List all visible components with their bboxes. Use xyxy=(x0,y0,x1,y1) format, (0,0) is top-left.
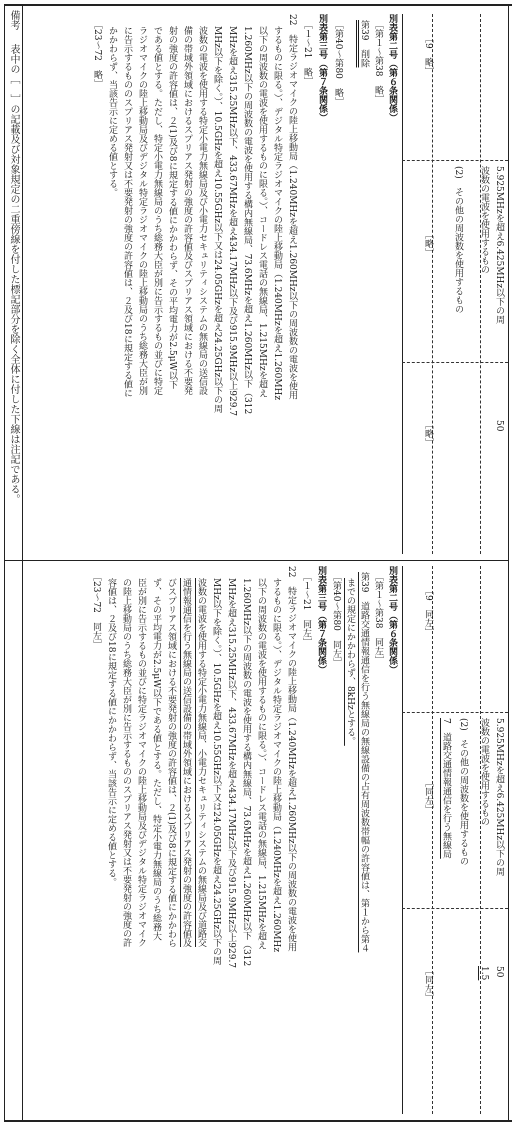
current-line: MHzを超え315.25MHz以下、433.67MHzを超え434.17MHz以下及び915.9MHz以上929.7 xyxy=(227,26,237,417)
revised-line: するものに限る。）、デジタル特定ラジオマイクの陸上移動局（1.240MHzを超え1.260MHz xyxy=(271,578,281,953)
current-line: かかわらず、当該告示に定める値とする。 xyxy=(107,26,117,197)
current-line: に告示するもののスプリアス発射又は不要発射の強度の許容値は、２及び18に規定する値に xyxy=(122,26,132,398)
table-col-divider-2 xyxy=(402,362,508,363)
current-line: 第39 削除 xyxy=(359,20,369,68)
table-col-divider-3 xyxy=(402,712,508,713)
current-line: 射の強度の許容値は、２(1)及び8に規定する値にかかわらず、その平均電力が2.5μW以下 xyxy=(167,26,177,389)
table-row-divider-4 xyxy=(480,566,481,1114)
table-cell-value2: 1.5 xyxy=(479,966,489,981)
current-line: ［第１～第38 略］ xyxy=(373,20,383,104)
current-line: 別表第二号（第６条関係） xyxy=(387,14,397,122)
revised-line: 通情報通信を行う無線局の送信設備の帯域外領域におけるスプリアス発射の強度の許容値及 xyxy=(181,578,191,947)
table-cell-ryaku: ［略］ xyxy=(423,230,433,257)
table-cell-other-revised: (2) その他の周波数を使用するもの xyxy=(458,718,468,866)
table-cell-freq-1-revised: 5.925MHzを超え6.425MHz以下の周 xyxy=(494,718,504,877)
table-col-divider-4 xyxy=(402,908,508,909)
current-line: 別表第三号（第７条関係） xyxy=(317,14,327,122)
revised-line: 別表第三号（第７条関係） xyxy=(316,566,326,674)
note-text: 表中の［ ］の記載及び対象規定の二重傍線を付した標記部分を除く全体に付した下線は注記である。 xyxy=(8,44,19,504)
revised-line: ［１～21 同左］ xyxy=(301,572,311,647)
current-line: 波数の電波を使用する特定小電力無線局及び小電力セキュリティシステムの無線局の送信設 xyxy=(197,26,207,395)
table-cell-c9-revised: ［9 同左］ xyxy=(423,586,433,637)
current-line: ［第40～第80 略］ xyxy=(333,20,343,106)
table-col-divider-1 xyxy=(402,160,508,161)
table-row-divider-1 xyxy=(432,14,433,554)
table-cell-value1: 50 xyxy=(494,966,504,978)
revised-line: までの規定にかかわらず、8kHzとする。 xyxy=(345,578,355,746)
note-label: 備考 xyxy=(8,10,19,30)
table-cell-doza2: ［同左］ xyxy=(423,966,433,1002)
revised-line: 波数の電波を使用する特定小電力無線局、小電力セキュリティシステムの無線局及び道路交 xyxy=(196,578,206,947)
revised-line: の陸上移動局のうち総務大臣が別に告示するもののスプリアス発射又は不要発射の強度の許 xyxy=(121,578,131,947)
revised-line: 臣が別に告示するもの並びに特定ラジオマイクの陸上移動局及びデジタル特定ラジオマイク xyxy=(136,578,146,947)
revised-line: MHz以下を除く。）、10.5GHzを超え10.55GHz以下又は24.05GHzを超え24.25GHz以下の周 xyxy=(211,578,221,966)
table-box-top xyxy=(402,14,403,554)
note-divider xyxy=(22,4,23,1122)
frame-left xyxy=(4,4,5,1122)
revised-line: 1.260MHz以下の周波数の電波を使用する構内無線局、73.6MHzを超え1.260MHz以下（312 xyxy=(241,578,251,967)
current-line: 22 特定ラジオマイクの陸上移動局（1.240MHzを超え1.260MHz以下の周波数の電波を使用 xyxy=(287,14,297,400)
table-cell-other: (2) その他の周波数を使用するもの xyxy=(453,166,463,314)
current-line: するものに限る。）、デジタル特定ラジオマイクの陸上移動局（1.240MHzを超え1.260MHz xyxy=(272,26,282,401)
table-row-divider-3 xyxy=(432,566,433,1114)
revised-line: 別表第二号（第６条関係） xyxy=(387,566,397,674)
bottom-rule xyxy=(4,1120,512,1122)
current-line: ラジオマイクの陸上移動局及びデジタル特定ラジオマイクの陸上移動局のうち総務大臣が別 xyxy=(137,26,147,395)
revised-line: ず、その平均電力が2.5μW以下である値とする。ただし、特定小電力無線局のうち総務大 xyxy=(151,578,161,941)
frame-right xyxy=(508,4,509,1122)
revised-line: ［23～72 同左］ xyxy=(91,572,101,649)
revised-line: 以下の周波数の電波を使用するものに限る。）、コードレス電話の無線局、1.215MHzを超え xyxy=(256,578,266,950)
revised-line: MHzを超え315.25MHz以下、433.67MHzを超え434.17MHz以下及び915.9MHz以上929.7 xyxy=(226,578,236,969)
table-cell-value: 50 xyxy=(494,420,504,432)
table-cell-freq-2: 波数の電波を使用するもの xyxy=(479,166,489,274)
table-row-divider-2 xyxy=(480,14,481,554)
table-cell-freq-2-revised: 波数の電波を使用するもの xyxy=(479,718,489,826)
table-cell-freq-1: 5.925MHzを超え6.425MHz以下の周 xyxy=(494,166,504,325)
table-cell-road: 7 道路交通情報通信を行う無線局 xyxy=(441,718,451,859)
current-line: 以下の周波数の電波を使用するものに限る。）、コードレス電話の無線局、1.215MHzを超え xyxy=(257,26,267,398)
revised-line: ［第40～第80 同左］ xyxy=(331,572,341,667)
current-line: ［１～21 略］ xyxy=(302,20,312,86)
revised-line: びスプリアス領域における不要発射の強度の許容値は、２(1)及び8に規定する値にかかわら xyxy=(166,578,176,948)
current-line: である値とする。ただし、特定小電力無線局のうち総務大臣が別に告示するもの並びに特定 xyxy=(152,26,162,395)
revised-line: ［第１～第38 同左］ xyxy=(373,572,383,665)
table-box-top-2 xyxy=(402,566,403,1114)
revised-line: 第39 道路交通情報通信を行う無線局の無線設備の占有周波数帯幅の許容値は、第１から第４ xyxy=(359,572,369,953)
table-cell-c9: ［9 略］ xyxy=(423,34,433,76)
table-cell-ryaku2: ［略］ xyxy=(423,420,433,447)
table-cell-doza: ［同左］ xyxy=(423,778,433,814)
column-divider xyxy=(4,560,509,561)
current-line: ［23～72 略］ xyxy=(92,20,102,88)
top-rule xyxy=(4,4,512,6)
revised-line: 容値は、２及び18に規定する値にかかわらず、当該告示に定める値とする。 xyxy=(106,578,116,887)
revised-line: 22 特定ラジオマイクの陸上移動局（1.240MHzを超え1.260MHz以下の周波数の電波を使用 xyxy=(286,566,296,952)
current-line: MHz以下を除く。）、10.5GHzを超え10.55GHz以下又は24.05GHzを超え24.25GHz以下の周 xyxy=(212,26,222,414)
current-line: 備の帯域外領域におけるスプリアス発射の強度の許容値及びスプリアス領域における不要発 xyxy=(182,26,192,395)
current-line: 1.260MHz以下の周波数の電波を使用する構内無線局、73.6MHzを超え1.260MHz以下（312 xyxy=(242,26,252,415)
